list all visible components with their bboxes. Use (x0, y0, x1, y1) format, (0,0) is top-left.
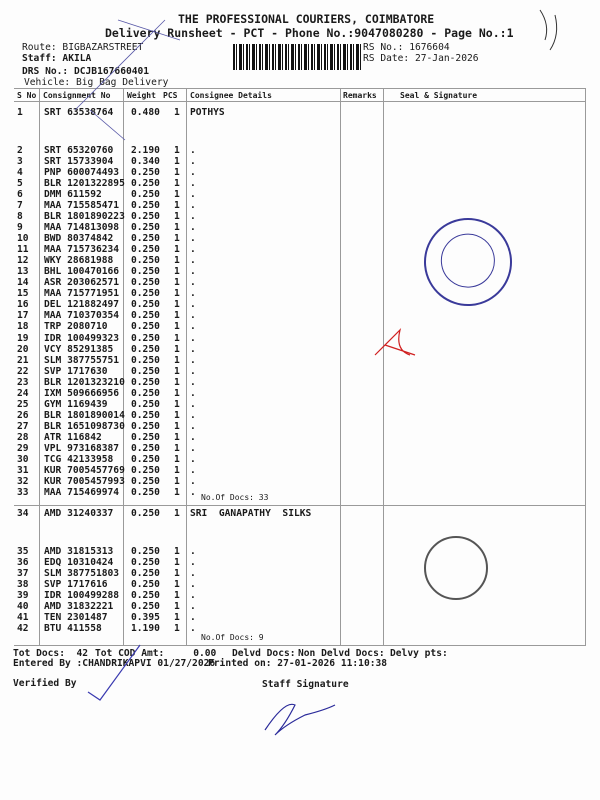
consignment-no-cell: IXM 509666956 (44, 387, 120, 399)
consignee-details-cell: . (190, 189, 196, 201)
s-no-cell: 18 (17, 321, 29, 333)
pcs-cell: 1 (174, 189, 180, 201)
consignment-no-cell: KUR 7005457993 (44, 475, 125, 487)
staff-signature (265, 704, 335, 735)
weight-cell: 0.250 (131, 442, 160, 454)
pcs-cell: 1 (174, 475, 180, 487)
tick-mark (88, 645, 140, 700)
weight-cell: 0.250 (131, 310, 160, 322)
consignee-details-cell: . (190, 409, 196, 421)
rs-date: RS Date: 27-Jan-2026 (363, 53, 479, 64)
consignment-no-cell: SRT 15733904 (44, 156, 114, 168)
consignee-details-cell: . (190, 431, 196, 443)
consignment-no-cell: VPL 973168387 (44, 442, 120, 454)
pcs-cell: 1 (174, 442, 180, 454)
pcs-cell: 1 (174, 590, 180, 602)
weight-cell: 0.250 (131, 431, 160, 443)
consignee-details-cell: . (190, 145, 196, 156)
entered-by: Entered By :CHANDRIKAPVI 01/27/2026 (13, 658, 216, 669)
pcs-cell: 1 (174, 299, 180, 311)
consignment-no-cell: MAA 714813098 (44, 222, 120, 234)
consignment-no-cell: IDR 100499288 (44, 590, 120, 602)
col-consignee: Consignee Details (190, 91, 272, 100)
pcs-cell: 1 (174, 601, 180, 613)
s-no-cell: 8 (17, 211, 23, 223)
consignment-no-cell: TCG 42133958 (44, 453, 114, 465)
consignment-no-cell: BLR 1801890014 (44, 409, 125, 421)
pcs-cell: 1 (174, 387, 180, 399)
consignee-details-cell: . (190, 398, 196, 410)
weight-cell: 0.250 (131, 200, 160, 212)
pcs-cell: 1 (174, 398, 180, 410)
consignee-details-cell: . (190, 568, 196, 580)
s-no-cell: 19 (17, 332, 29, 344)
s-no-cell: 20 (17, 343, 29, 355)
s-no-cell: 14 (17, 277, 29, 289)
pcs-cell: 1 (174, 167, 180, 179)
weight-cell: 0.395 (131, 612, 160, 624)
pcs-cell: 1 (174, 255, 180, 267)
pcs-cell: 1 (174, 145, 180, 156)
weight-cell: 0.250 (131, 365, 160, 377)
consignment-no-cell: MAA 715585471 (44, 200, 120, 212)
consignment-no-cell: ASR 203062571 (44, 277, 120, 289)
consignee-details-cell: . (190, 420, 196, 432)
s-no-cell: 3 (17, 156, 23, 168)
company-title: THE PROFESSIONAL COURIERS, COIMBATORE (178, 12, 435, 26)
consignment-no-cell: SRT 63538764 (44, 107, 114, 118)
consignment-no-cell: BLR 1651098730 (44, 420, 125, 432)
consignee-details-cell: . (190, 277, 196, 289)
consignee-details-cell: . (190, 299, 196, 311)
consignment-no-cell: SLM 387751803 (44, 568, 120, 580)
s-no-cell: 5 (17, 178, 23, 190)
s-no-cell: 15 (17, 288, 29, 300)
consignment-no-cell: AMD 31832221 (44, 601, 114, 613)
pcs-cell: 1 (174, 107, 180, 118)
pcs-cell: 1 (174, 464, 180, 476)
pcs-cell: 1 (174, 508, 180, 519)
pcs-cell: 1 (174, 266, 180, 278)
pcs-cell: 1 (174, 211, 180, 223)
red-signature (375, 330, 415, 355)
weight-cell: 0.250 (131, 189, 160, 201)
pcs-cell: 1 (174, 354, 180, 366)
s-no-cell: 36 (17, 557, 29, 569)
consignment-no-cell: EDQ 10310424 (44, 557, 114, 569)
consignment-no-cell: IDR 100499323 (44, 332, 120, 344)
consignment-no-cell: AMD 31240337 (44, 508, 114, 519)
consignment-no-cell: BTU 411558 (44, 623, 102, 635)
runsheet-subtitle: Delivery Runsheet - PCT - Phone No.:9047080280 - Page No.:1 (105, 26, 514, 40)
non-delivered-docs: Non Delvd Docs: (298, 648, 385, 659)
weight-cell: 0.250 (131, 332, 160, 344)
s-no-cell: 13 (17, 266, 29, 278)
weight-cell: 0.250 (131, 376, 160, 388)
consignment-no-cell: VCY 85291385 (44, 343, 114, 355)
consignee-details-cell: . (190, 211, 196, 223)
weight-cell: 0.250 (131, 398, 160, 410)
weight-cell: 0.250 (131, 178, 160, 190)
consignment-no-cell: MAA 715469974 (44, 486, 120, 498)
weight-cell: 0.250 (131, 464, 160, 476)
consignment-no-cell: PNP 600074493 (44, 167, 120, 179)
s-no-cell: 27 (17, 420, 29, 432)
pcs-cell: 1 (174, 486, 180, 498)
pcs-cell: 1 (174, 222, 180, 234)
consignee-details-cell: . (190, 623, 196, 635)
pcs-cell: 1 (174, 277, 180, 289)
weight-cell: 0.250 (131, 255, 160, 267)
pcs-cell: 1 (174, 321, 180, 333)
consignment-no-cell: MAA 710370354 (44, 310, 120, 322)
weight-cell: 0.250 (131, 568, 160, 580)
staff: Staff: AKILA (22, 53, 92, 64)
consignment-no-cell: BLR 1201322895 (44, 178, 125, 190)
consignee-details-cell: . (190, 442, 196, 454)
col-weight: Weight (127, 91, 156, 100)
weight-cell: 0.250 (131, 486, 160, 498)
pcs-cell: 1 (174, 200, 180, 212)
consignee-details-cell: . (190, 222, 196, 234)
group-doc-count: No.Of Docs: 9 (201, 633, 264, 642)
consignment-no-cell: SLM 387755751 (44, 354, 120, 366)
consignee-details-cell: . (190, 167, 196, 179)
s-no-cell: 23 (17, 376, 29, 388)
weight-cell: 0.250 (131, 557, 160, 569)
pcs-cell: 1 (174, 244, 180, 256)
printed-on: Printed on: 27-01-2026 11:10:38 (208, 658, 388, 669)
s-no-cell: 34 (17, 508, 29, 519)
consignment-no-cell: BLR 1201323210 (44, 376, 125, 388)
consignee-details-cell: . (190, 178, 196, 190)
consignment-no-cell: WKY 28681988 (44, 255, 114, 267)
s-no-cell: 35 (17, 546, 29, 557)
consignment-no-cell: BLR 1801890223 (44, 211, 125, 223)
consignee-details-cell: . (190, 376, 196, 388)
s-no-cell: 11 (17, 244, 29, 256)
total-docs: Tot Docs: 42 (13, 648, 89, 659)
consignee-details-cell: . (190, 233, 196, 245)
consignee-details-cell: . (190, 343, 196, 355)
consignee-details-cell: . (190, 255, 196, 267)
consignment-no-cell: SVP 1717630 (44, 365, 108, 377)
s-no-cell: 10 (17, 233, 29, 245)
s-no-cell: 31 (17, 464, 29, 476)
s-no-cell: 30 (17, 453, 29, 465)
weight-cell: 0.250 (131, 601, 160, 613)
consignee-details-cell: . (190, 200, 196, 212)
weight-cell: 0.250 (131, 211, 160, 223)
s-no-cell: 21 (17, 354, 29, 366)
consignee-details-cell: . (190, 310, 196, 322)
weight-cell: 0.250 (131, 387, 160, 399)
consignee-details-cell: POTHYS (190, 107, 225, 118)
weight-cell: 0.250 (131, 244, 160, 256)
weight-cell: 0.250 (131, 167, 160, 179)
consignee-details-cell: . (190, 387, 196, 399)
s-no-cell: 4 (17, 167, 23, 179)
consignee-details-cell: . (190, 557, 196, 569)
consignee-details-cell: . (190, 365, 196, 377)
weight-cell: 0.250 (131, 266, 160, 278)
s-no-cell: 28 (17, 431, 29, 443)
pcs-cell: 1 (174, 288, 180, 300)
delivery-points: Delvy pts: (390, 648, 448, 659)
verified-by: Verified By (13, 678, 77, 689)
drs-number: DRS No.: DCJB167660401 (22, 66, 150, 77)
handwritten-note (540, 10, 557, 50)
weight-cell: 0.340 (131, 156, 160, 168)
consignee-details-cell: . (190, 266, 196, 278)
s-no-cell: 29 (17, 442, 29, 454)
consignment-no-cell: DEL 121882497 (44, 299, 120, 311)
consignee-details-cell: . (190, 332, 196, 344)
pen-scribble (75, 20, 180, 140)
s-no-cell: 24 (17, 387, 29, 399)
consignment-no-cell: GYM 1169439 (44, 398, 108, 410)
consignment-no-cell: KUR 7005457769 (44, 464, 125, 476)
consignment-no-cell: TEN 2301487 (44, 612, 108, 624)
col-sno: S No (17, 91, 37, 100)
s-no-cell: 7 (17, 200, 23, 212)
weight-cell: 0.250 (131, 590, 160, 602)
consignee-details-cell: . (190, 612, 196, 624)
col-remarks: Remarks (343, 91, 377, 100)
pcs-cell: 1 (174, 233, 180, 245)
consignee-details-cell: . (190, 590, 196, 602)
s-no-cell: 12 (17, 255, 29, 267)
pcs-cell: 1 (174, 557, 180, 569)
staff-signature-label: Staff Signature (262, 679, 349, 690)
s-no-cell: 40 (17, 601, 29, 613)
consignment-no-cell: BWD 80374842 (44, 233, 114, 245)
pcs-cell: 1 (174, 376, 180, 388)
s-no-cell: 1 (17, 107, 23, 118)
pcs-cell: 1 (174, 612, 180, 624)
consignment-no-cell: SVP 1717616 (44, 579, 108, 591)
pcs-cell: 1 (174, 365, 180, 377)
col-seal-signature: Seal & Signature (400, 91, 478, 100)
pcs-cell: 1 (174, 178, 180, 190)
weight-cell: 0.250 (131, 277, 160, 289)
rs-number: RS No.: 1676604 (363, 42, 450, 53)
s-no-cell: 22 (17, 365, 29, 377)
s-no-cell: 39 (17, 590, 29, 602)
consignment-no-cell: MAA 715771951 (44, 288, 120, 300)
pcs-cell: 1 (174, 568, 180, 580)
consignment-no-cell: MAA 715736234 (44, 244, 120, 256)
weight-cell: 0.250 (131, 420, 160, 432)
col-pcs: PCS (163, 91, 178, 100)
consignee-details-cell: . (190, 288, 196, 300)
weight-cell: 0.250 (131, 233, 160, 245)
vehicle: Vehicle: Big Bag Delivery (24, 77, 169, 88)
consignment-no-cell: BHL 100470166 (44, 266, 120, 278)
consignee-details-cell: . (190, 453, 196, 465)
pcs-cell: 1 (174, 409, 180, 421)
pcs-cell: 1 (174, 579, 180, 591)
consignment-no-cell: ATR 116842 (44, 431, 102, 443)
pcs-cell: 1 (174, 453, 180, 465)
consignee-details-cell: SRI GANAPATHY SILKS (190, 508, 312, 519)
weight-cell: 0.480 (131, 107, 160, 118)
weight-cell: 1.190 (131, 623, 160, 635)
consignee-details-cell: . (190, 354, 196, 366)
s-no-cell: 41 (17, 612, 29, 624)
consignee-details-cell: . (190, 546, 196, 557)
weight-cell: 0.250 (131, 579, 160, 591)
consignment-no-cell: SRT 65320760 (44, 145, 114, 156)
consignee-details-cell: . (190, 244, 196, 256)
s-no-cell: 38 (17, 579, 29, 591)
s-no-cell: 42 (17, 623, 29, 635)
weight-cell: 0.250 (131, 321, 160, 333)
consignee-details-cell: . (190, 579, 196, 591)
group-doc-count: No.Of Docs: 33 (201, 493, 269, 502)
weight-cell: 0.250 (131, 409, 160, 421)
s-no-cell: 2 (17, 145, 23, 156)
s-no-cell: 25 (17, 398, 29, 410)
weight-cell: 2.190 (131, 145, 160, 156)
route: Route: BIGBAZARSTREET (22, 42, 144, 53)
consignee-details-cell: . (190, 156, 196, 168)
consignee-details-cell: . (190, 475, 196, 487)
pcs-cell: 1 (174, 420, 180, 432)
weight-cell: 0.250 (131, 508, 160, 519)
s-no-cell: 9 (17, 222, 23, 234)
pcs-cell: 1 (174, 623, 180, 635)
total-cod-amount: Tot COD Amt: 0.00 (95, 648, 217, 659)
s-no-cell: 33 (17, 486, 29, 498)
weight-cell: 0.250 (131, 546, 160, 557)
s-no-cell: 6 (17, 189, 23, 201)
pcs-cell: 1 (174, 546, 180, 557)
weight-cell: 0.250 (131, 288, 160, 300)
weight-cell: 0.250 (131, 475, 160, 487)
pcs-cell: 1 (174, 343, 180, 355)
weight-cell: 0.250 (131, 222, 160, 234)
weight-cell: 0.250 (131, 453, 160, 465)
s-no-cell: 17 (17, 310, 29, 322)
weight-cell: 0.250 (131, 343, 160, 355)
s-no-cell: 32 (17, 475, 29, 487)
weight-cell: 0.250 (131, 354, 160, 366)
s-no-cell: 26 (17, 409, 29, 421)
consignment-no-cell: TRP 2080710 (44, 321, 108, 333)
consignee-details-cell: . (190, 601, 196, 613)
consignee-details-cell: . (190, 464, 196, 476)
weight-cell: 0.250 (131, 299, 160, 311)
s-no-cell: 37 (17, 568, 29, 580)
consignment-no-cell: DMM 611592 (44, 189, 102, 201)
s-no-cell: 16 (17, 299, 29, 311)
pcs-cell: 1 (174, 310, 180, 322)
pcs-cell: 1 (174, 156, 180, 168)
pcs-cell: 1 (174, 431, 180, 443)
delivered-docs: Delvd Docs: (232, 648, 296, 659)
pcs-cell: 1 (174, 332, 180, 344)
consignment-no-cell: AMD 31815313 (44, 546, 114, 557)
consignee-details-cell: . (190, 486, 196, 498)
col-consignment: Consignment No (43, 91, 111, 100)
consignee-details-cell: . (190, 321, 196, 333)
